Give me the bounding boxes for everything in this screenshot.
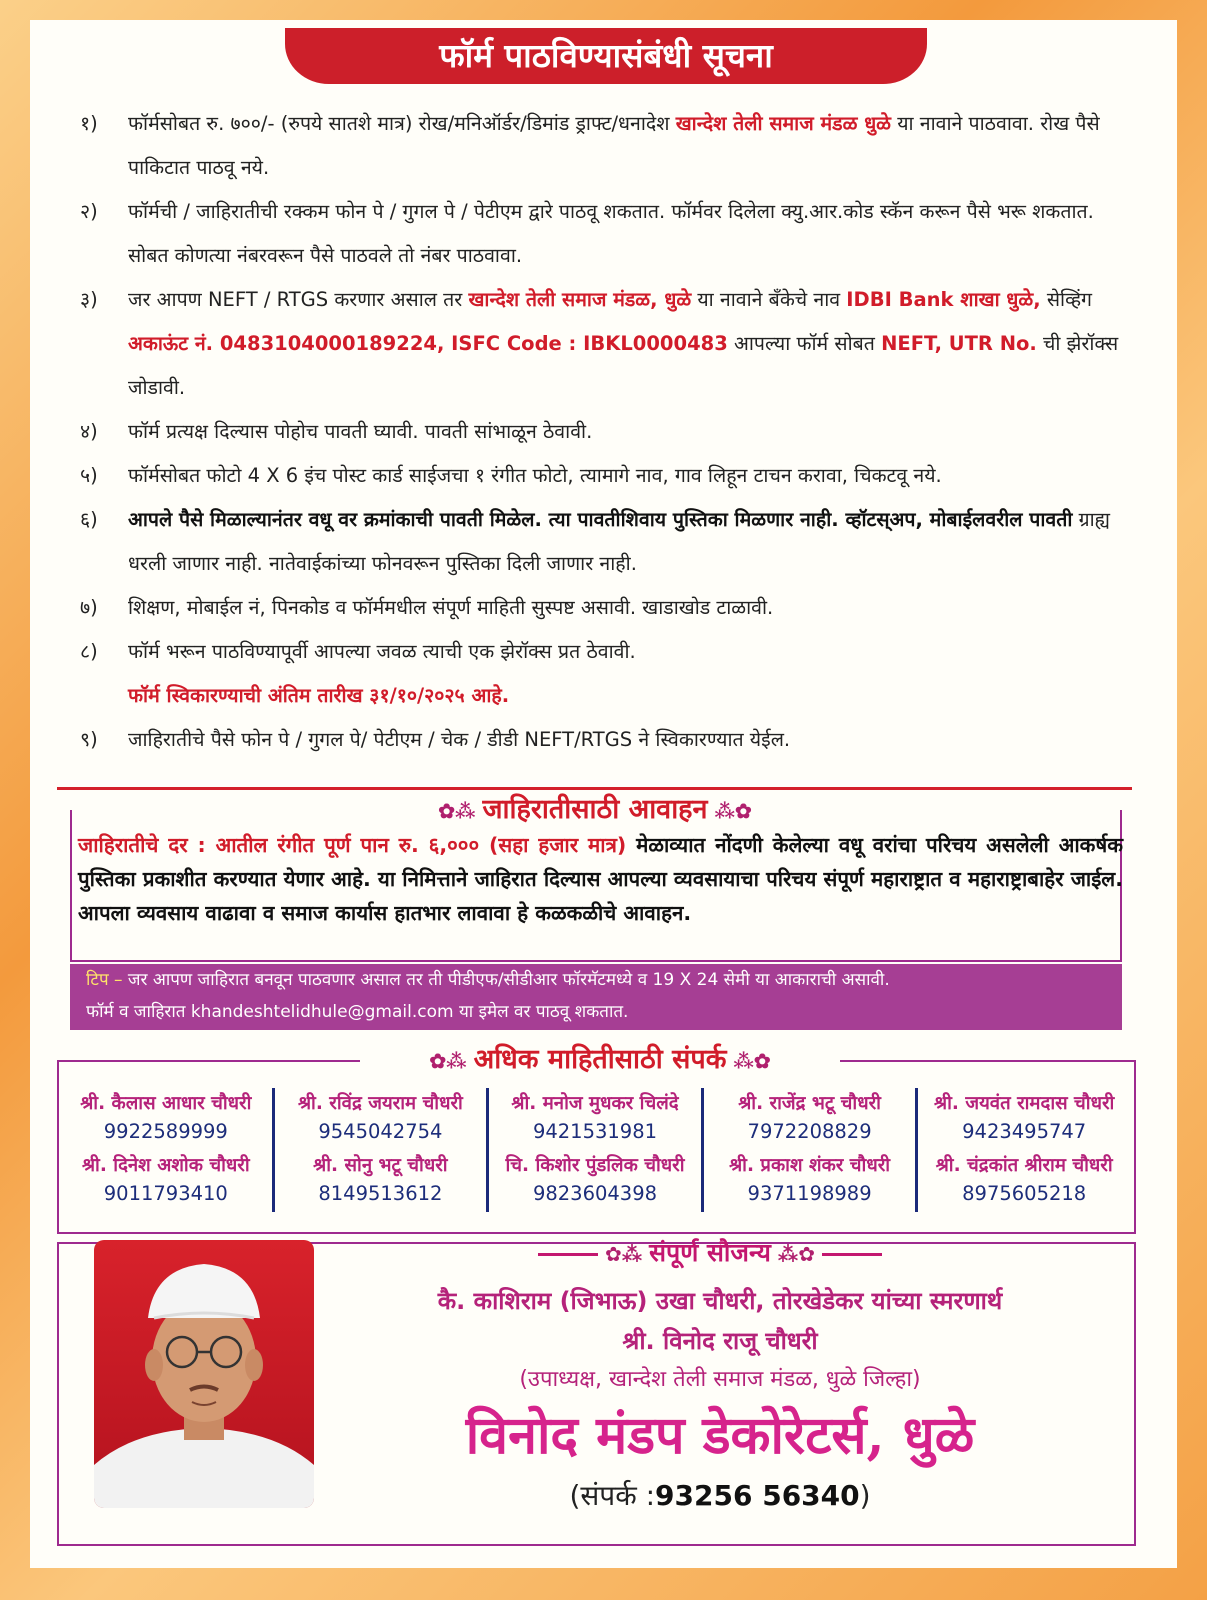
contact-name: श्री. सोनु भटू चौधरी: [313, 1155, 448, 1176]
contact-card: [275, 1088, 490, 1150]
ad-rate: जाहिरातीचे दर : आतील रंगीत पूर्ण पान रु. ६,००० (सहा हजार मात्र): [78, 833, 627, 857]
flourish-icon: ✿⁂: [598, 1242, 650, 1266]
highlight-text: खान्देश तेली समाज मंडळ, धुळे: [468, 288, 692, 311]
instruction-4: [80, 410, 1135, 454]
instruction-number: ९): [80, 728, 98, 751]
instruction-text: सेव्हिंग: [1040, 288, 1093, 311]
instruction-number: ६): [80, 508, 98, 531]
instruction-7: [80, 586, 1135, 630]
ad-text: मेळाव्यात नोंदणी केलेल्या वधू वरांचा परिचय असलेली आकर्षक पुस्तिका प्रकाशीत करण्यात येणार आहे. या निमित्ताने जाहिरात दिल्यास आपल्या व्यवसायाचा परिचय संपूर्ण महाराष्ट्रात व महाराष्ट्राबाहेर जाईल. आपला व्यवसाय वाढावा व समाज कार्यास हातभार लावावा हे कळकळीचे आवाहन.: [78, 833, 1123, 925]
ad-paragraph: [78, 828, 1123, 930]
contact-phone: 9922589999: [103, 1120, 228, 1143]
section-divider: [57, 787, 1132, 790]
highlight-text: खान्देश तेली समाज मंडळ धुळे: [675, 112, 892, 135]
sponsor-designation: (उपाध्यक्ष, खान्देश तेली समाज मंडळ, धुळे जिल्हा): [519, 1367, 921, 1392]
instruction-text: या नावाने पाठवावा. रोख पैसे पाकिटात पाठवू नये.: [128, 112, 1100, 179]
instruction-number: ३): [80, 288, 98, 311]
contact-card: [60, 1088, 275, 1150]
contact-name: श्री. जयवंत रामदास चौधरी: [933, 1093, 1115, 1114]
contact-card: [489, 1088, 704, 1150]
instruction-number: १): [80, 112, 98, 135]
flourish-icon: ✿⁂: [438, 799, 483, 823]
instruction-number: ७): [80, 596, 98, 619]
ad-heading: [375, 792, 815, 828]
contact-close: ): [859, 1479, 871, 1512]
contact-number: 93256 56340: [655, 1479, 860, 1512]
instruction-1: [80, 102, 1135, 190]
contact-phone: 9823604398: [532, 1182, 658, 1205]
contact-table: [60, 1088, 1130, 1212]
bank-name: IDBI Bank शाखा धुळे,: [846, 288, 1041, 311]
contact-phone: 9421531981: [532, 1120, 658, 1143]
flourish-icon: ✿⁂: [429, 1049, 474, 1073]
deadline-note: फॉर्म स्विकारण्याची अंतिम तारीख ३१/१०/२०२५ आहे.: [128, 684, 510, 707]
sponsor-heading: [500, 1235, 920, 1272]
portrait-photo: [94, 1240, 314, 1508]
contact-row: [60, 1150, 1130, 1212]
contact-name: श्री. मनोज मुधकर चिलंदे: [511, 1093, 679, 1114]
instruction-number: २): [80, 200, 98, 223]
sponsor-heading-text: संपूर्ण सौजन्य: [649, 1238, 771, 1267]
tip-label: टिप –: [86, 970, 123, 990]
contact-name: श्री. प्रकाश शंकर चौधरी: [729, 1155, 891, 1176]
contact-card: [918, 1150, 1130, 1212]
contact-card: [60, 1150, 275, 1212]
instruction-2: [80, 190, 1135, 278]
tip-line-2: फॉर्म व जाहिरात khandeshtelidhule@gmail.com या इमेल वर पाठवू शकतात.: [86, 1002, 629, 1022]
contact-heading: [360, 1042, 840, 1078]
contact-phone: 9371198989: [747, 1182, 872, 1205]
utr-text: NEFT, UTR No.: [881, 332, 1037, 355]
banner-title: फॉर्म पाठविण्यासंबंधी सूचना: [285, 28, 927, 84]
instruction-number: ५): [80, 464, 98, 487]
instruction-text: फॉर्मची / जाहिरातीची रक्कम फोन पे / गुगल पे / पेटीएम द्वारे पाठवू शकतात. फॉर्मवर दिलेला क्यु.आर.कोड स्कॅन करून पैसे भरू शकतात. सोबत कोणत्या नंबरवरून पैसे पाठवले तो नंबर पाठवावा.: [128, 200, 1094, 267]
document-page: [30, 20, 1177, 1568]
contact-name: श्री. राजेंद्र भटू चौधरी: [738, 1093, 881, 1114]
ad-heading-text: जाहिरातीसाठी आवाहन: [482, 794, 708, 825]
contact-name: श्री. कैलास आधार चौधरी: [80, 1093, 252, 1114]
sponsor-contact: [320, 1476, 1120, 1516]
contact-phone: 7972208829: [747, 1120, 872, 1143]
contact-phone: 9011793410: [103, 1182, 228, 1205]
instruction-text: फॉर्मसोबत फोटो 4 X 6 इंच पोस्ट कार्ड साईजचा १ रंगीत फोटो, त्यामागे नाव, गाव लिहून टाचन करावा, चिकटवू नये.: [128, 464, 942, 487]
instruction-5: [80, 454, 1135, 498]
contact-phone: 9545042754: [318, 1120, 443, 1143]
instruction-number: ८): [80, 640, 98, 663]
company-name: विनोद मंडप डेकोरेटर्स, धुळे: [465, 1405, 975, 1466]
contact-card: [489, 1150, 704, 1212]
instruction-text: जाहिरातीचे पैसे फोन पे / गुगल पे/ पेटीएम / चेक / डीडी NEFT/RTGS ने स्विकारण्यात येईल.: [128, 728, 791, 751]
flourish-icon: ⁂✿: [726, 1049, 771, 1073]
heading-rule: [538, 1253, 598, 1256]
tip-bar: [70, 964, 1122, 1030]
instruction-number: ४): [80, 420, 98, 443]
contact-card: [275, 1150, 490, 1212]
instruction-text: फॉर्मसोबत रु. ७००/- (रुपये सातशे मात्र) रोख/मनिऑर्डर/डिमांड ड्राफ्ट/धनादेश: [128, 112, 676, 135]
instruction-text: ग्राह्य धरली जाणार नाही. नातेवाईकांच्या फोनवरून पुस्तिका दिली जाणार नाही.: [128, 508, 1110, 575]
contact-name: चि. किशोर पुंडलिक चौधरी: [505, 1155, 685, 1176]
contact-card: [704, 1150, 919, 1212]
instruction-text: शिक्षण, मोबाईल नं, पिनकोड व फॉर्ममधील संपूर्ण माहिती सुस्पष्ट असावी. खाडाखोड टाळावी.: [128, 596, 774, 619]
instruction-text: जर आपण NEFT / RTGS करणार असाल तर: [128, 288, 469, 311]
instruction-9: [80, 718, 1135, 762]
tip-text: जर आपण जाहिरात बनवून पाठवणार असाल तर ती पीडीएफ/सीडीआर फॉरमॅटमध्ये व 19 X 24 सेमी या आकाराची असावी.: [122, 970, 890, 990]
account-details: अकाऊंट नं. 0483104000189224, ISFC Code : IBKL0000483: [128, 332, 728, 355]
flourish-icon: ⁂✿: [770, 1242, 822, 1266]
instruction-text: आपल्या फॉर्म सोबत: [727, 332, 882, 355]
instruction-list: [80, 102, 1135, 762]
portrait-illustration: [94, 1240, 314, 1508]
contact-phone: 9423495747: [962, 1120, 1087, 1143]
contact-label: (संपर्क :: [569, 1479, 656, 1512]
instruction-8: [80, 630, 1135, 674]
sponsor-name: श्री. विनोद राजू चौधरी: [622, 1327, 818, 1355]
contact-card: [704, 1088, 919, 1150]
contact-phone: 8975605218: [962, 1182, 1087, 1205]
bold-text: आपले पैसे मिळाल्यानंतर वधू वर क्रमांकाची पावती मिळेल. त्या पावतीशिवाय पुस्तिका मिळणार नाही. व्हॉटस्अप, मोबाईलवरील पावती: [128, 508, 1073, 531]
contact-phone: 8149513612: [318, 1182, 443, 1205]
contact-heading-text: अधिक माहितीसाठी संपर्क: [473, 1044, 727, 1075]
memorial-line: कै. काशिराम (जिभाऊ) उखा चौधरी, तोरखेडेकर यांच्या स्मरणार्थ: [437, 1287, 1003, 1315]
heading-rule: [822, 1253, 882, 1256]
instruction-3: [80, 278, 1135, 410]
contact-name: श्री. चंद्रकांत श्रीराम चौधरी: [935, 1155, 1113, 1176]
instruction-text: फॉर्म भरून पाठविण्यापूर्वी आपल्या जवळ त्याची एक झेरॉक्स प्रत ठेवावी.: [128, 640, 636, 663]
contact-row: [60, 1088, 1130, 1150]
tip-line-1: [70, 964, 1122, 996]
instruction-text: ची झेरॉक्स जोडावी.: [128, 332, 1119, 399]
instruction-text: फॉर्म प्रत्यक्ष दिल्यास पोहोच पावती घ्यावी. पावती सांभाळून ठेवावी.: [128, 420, 593, 443]
contact-name: श्री. रविंद्र जयराम चौधरी: [297, 1093, 463, 1114]
flourish-icon: ⁂✿: [707, 799, 752, 823]
instruction-6: [80, 498, 1135, 586]
contact-name: श्री. दिनेश अशोक चौधरी: [81, 1155, 250, 1176]
contact-card: [918, 1088, 1130, 1150]
instruction-text: या नावाने बँकेचे नाव: [691, 288, 847, 311]
